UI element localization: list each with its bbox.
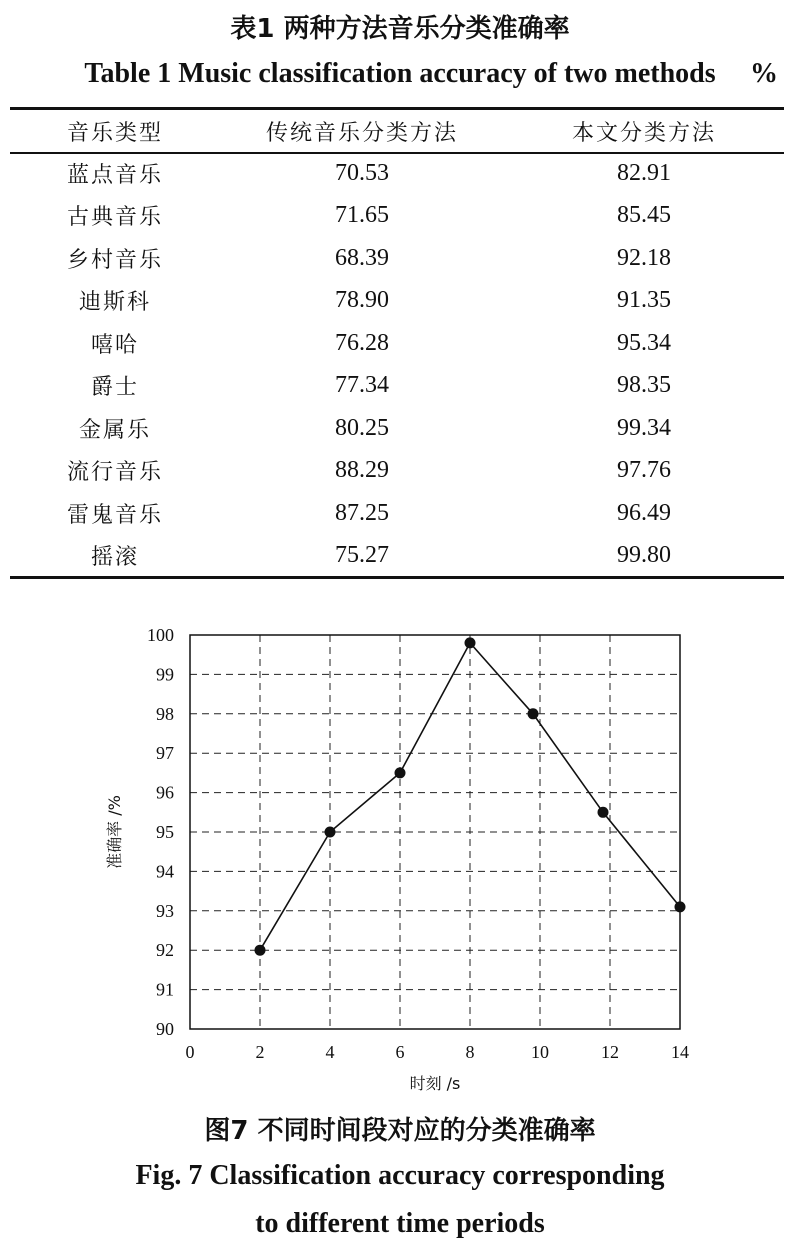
figure-caption-en-line1: Fig. 7 Classification accuracy corresponding <box>135 1160 665 1191</box>
traditional-accuracy-cell: 77.34 <box>335 372 389 399</box>
music-type-cell: 乡村音乐 <box>66 247 163 273</box>
x-tick-label: 2 <box>255 1042 265 1062</box>
x-tick-label: 12 <box>601 1042 619 1062</box>
table-row <box>10 280 784 323</box>
x-tick-label: 6 <box>395 1042 405 1062</box>
table-row <box>10 407 784 450</box>
y-tick-label: 93 <box>156 900 174 921</box>
music-type-cell: 蓝点音乐 <box>66 162 163 188</box>
header-traditional-method: 传统音乐分类方法 <box>265 120 458 146</box>
data-point <box>598 807 609 818</box>
traditional-accuracy-cell: 88.29 <box>335 457 389 484</box>
music-type-cell: 迪斯科 <box>78 290 151 316</box>
proposed-accuracy-cell: 99.34 <box>617 414 671 441</box>
proposed-accuracy-cell: 98.35 <box>617 372 671 399</box>
music-type-cell: 嘻哈 <box>90 332 139 358</box>
accuracy-table <box>10 110 784 577</box>
header-proposed-method: 本文分类方法 <box>571 120 716 146</box>
music-type-cell: 古典音乐 <box>66 205 163 231</box>
y-tick-label: 97 <box>156 743 174 764</box>
x-tick-label: 8 <box>465 1042 475 1062</box>
x-tick-label: 4 <box>325 1042 335 1062</box>
table-caption-cn: 表1 两种方法音乐分类准确率 <box>230 14 570 44</box>
x-tick-label: 14 <box>671 1042 689 1062</box>
traditional-accuracy-cell: 78.90 <box>335 287 389 314</box>
table-row <box>10 492 784 535</box>
y-tick-label: 90 <box>156 1019 174 1039</box>
y-tick-label: 91 <box>156 979 174 1000</box>
traditional-accuracy-cell: 80.25 <box>335 414 389 441</box>
header-music-type: 音乐类型 <box>66 120 163 146</box>
traditional-accuracy-cell: 70.53 <box>335 159 389 186</box>
data-point <box>528 708 539 719</box>
traditional-accuracy-cell: 71.65 <box>335 202 389 229</box>
data-point <box>255 945 266 956</box>
data-point <box>465 637 476 648</box>
y-tick-label: 100 <box>147 625 174 645</box>
table-unit: % <box>750 58 778 89</box>
proposed-accuracy-cell: 82.91 <box>617 159 671 186</box>
data-point <box>395 767 406 778</box>
chart-grid <box>190 635 680 1029</box>
y-tick-label: 96 <box>156 782 174 803</box>
x-tick-label: 0 <box>185 1042 195 1062</box>
traditional-accuracy-cell: 87.25 <box>335 499 389 526</box>
table-row <box>10 195 784 238</box>
y-tick-label: 95 <box>156 822 174 842</box>
y-axis-label: 准确率 /% <box>105 795 124 869</box>
table-row <box>10 450 784 493</box>
y-tick-label: 92 <box>156 940 174 961</box>
figure-caption-cn: 图7 不同时间段对应的分类准确率 <box>204 1116 596 1146</box>
y-tick-label: 98 <box>156 703 174 724</box>
proposed-accuracy-cell: 97.76 <box>617 457 671 484</box>
x-axis-label: 时刻 /s <box>409 1074 461 1093</box>
proposed-accuracy-cell: 95.34 <box>617 329 671 356</box>
proposed-accuracy-cell: 92.18 <box>617 244 671 271</box>
data-point <box>675 901 686 912</box>
traditional-accuracy-cell: 76.28 <box>335 329 389 356</box>
proposed-accuracy-cell: 91.35 <box>617 287 671 314</box>
table-row <box>10 237 784 280</box>
axis-ticks <box>147 625 689 1062</box>
traditional-accuracy-cell: 68.39 <box>335 244 389 271</box>
table-row <box>10 535 784 578</box>
table-row <box>10 322 784 365</box>
music-type-cell: 爵士 <box>90 375 139 401</box>
x-tick-label: 10 <box>531 1042 549 1062</box>
traditional-accuracy-cell: 75.27 <box>335 542 389 569</box>
data-point <box>325 827 336 838</box>
music-type-cell: 摇滚 <box>90 545 139 571</box>
proposed-accuracy-cell: 85.45 <box>617 202 671 229</box>
accuracy-over-time-chart <box>0 600 800 1100</box>
table-row <box>10 152 784 195</box>
y-tick-label: 99 <box>156 664 174 685</box>
table-header-row <box>10 110 784 152</box>
music-type-cell: 金属乐 <box>78 417 151 443</box>
y-tick-label: 94 <box>156 861 174 882</box>
figure-caption-en-line2: to different time periods <box>255 1208 545 1239</box>
table-caption-en: Table 1 Music classification accuracy of two methods <box>84 58 716 89</box>
music-type-cell: 雷鬼音乐 <box>66 502 163 528</box>
table-row <box>10 365 784 408</box>
proposed-accuracy-cell: 99.80 <box>617 542 671 569</box>
music-type-cell: 流行音乐 <box>66 460 163 486</box>
proposed-accuracy-cell: 96.49 <box>617 499 671 526</box>
